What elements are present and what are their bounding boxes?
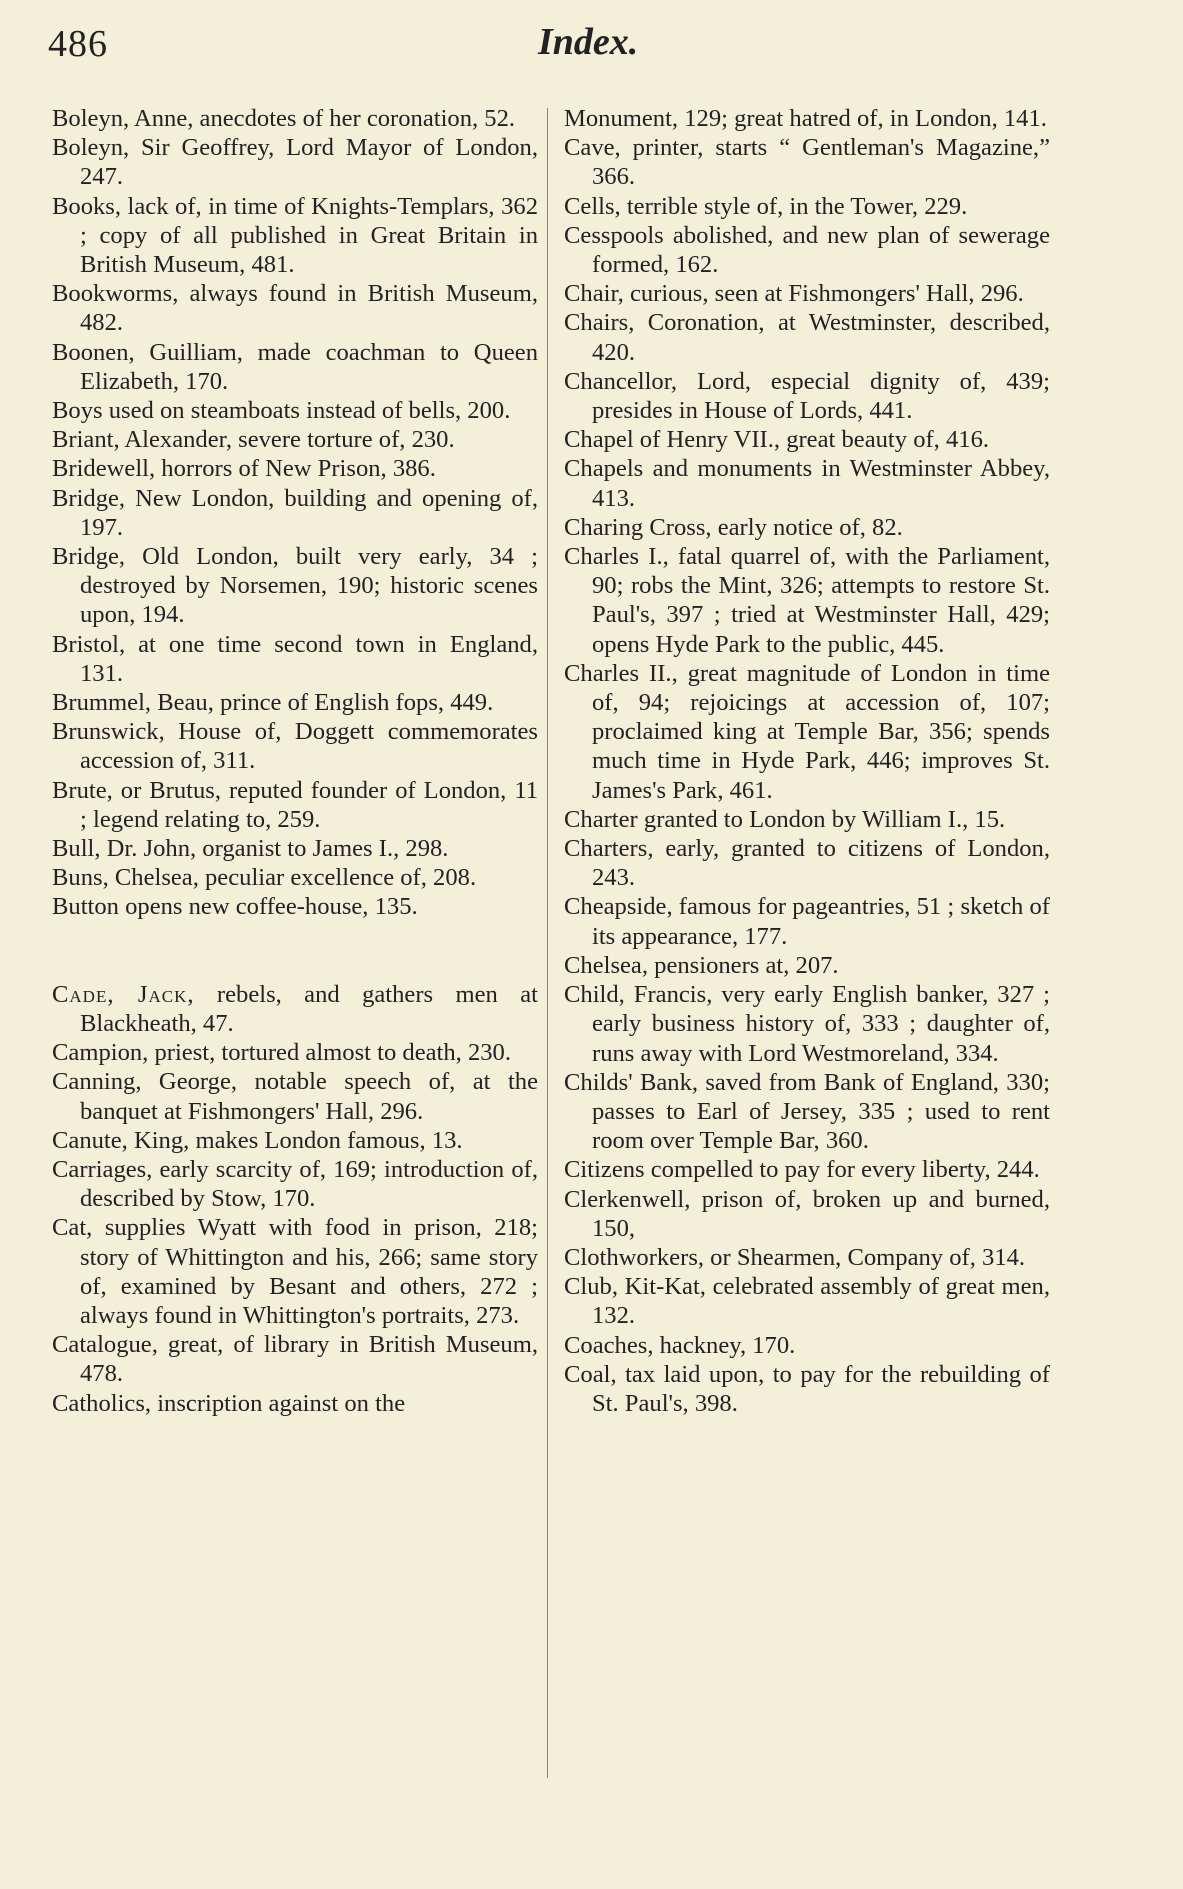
entry-heading-smallcaps: Cade, Jack, <box>52 980 195 1008</box>
index-entry: Brunswick, House of, Doggett commemorates accession of, 311. <box>52 718 538 775</box>
index-entry: Chairs, Coronation, at Westminster, described, 420. <box>564 309 1050 366</box>
index-entry: Canute, King, makes London famous, 13. <box>52 1126 463 1154</box>
index-entry: Bridge, Old London, built very early, 34 ; destroyed by Norsemen, 190; historic scenes upon, 194. <box>52 543 538 629</box>
index-entry: Monument, 129; great hatred of, in London, 141. <box>564 105 1047 132</box>
index-entry: Catalogue, great, of library in British Museum, 478. <box>52 1331 538 1388</box>
entries-b-group <box>52 104 538 922</box>
index-entry: Cat, supplies Wyatt with food in prison, 218; story of Whittington and his, 266; same story of, examined by Besant and others, 272 ; always found in Whittington's portraits, 273. <box>52 1214 538 1329</box>
index-entry: Buns, Chelsea, peculiar excellence of, 208. <box>52 864 477 892</box>
index-entry: Bull, Dr. John, organist to James I., 298. <box>52 835 449 863</box>
index-entry: Cave, printer, starts “ Gentleman's Magazine,” 366. <box>564 134 1050 191</box>
index-entry: Charles II., great magnitude of London in time of, 94; rejoicings at accession of, 107; proclaimed king at Temple Bar, 356; spends much time in Hyde Park, 446; improves St. James's Park, 461. <box>564 659 1050 804</box>
entries-right-group <box>564 104 1050 1418</box>
index-entry: Chancellor, Lord, especial dignity of, 439; presides in House of Lords, 441. <box>564 367 1050 425</box>
index-entry: Canning, George, notable speech of, at the banquet at Fishmongers' Hall, 296. <box>52 1068 538 1125</box>
index-entry: Chapels and monuments in Westminster Abbey, 413. <box>564 455 1050 512</box>
index-entry: Bristol, at one time second town in England, 131. <box>52 630 538 687</box>
page-header <box>48 18 1048 68</box>
index-entry: Chapel of Henry VII., great beauty of, 416. <box>564 426 990 454</box>
index-column-left <box>52 104 538 1418</box>
index-entry: Catholics, inscription against on the <box>52 1389 406 1417</box>
index-entry: Chair, curious, seen at Fishmongers' Hall, 296. <box>564 280 1024 308</box>
page-number: 486 <box>48 23 108 65</box>
index-entry: Bridewell, horrors of New Prison, 386. <box>52 455 436 483</box>
entries-c-group <box>52 1038 538 1418</box>
index-entry: Carriages, early scarcity of, 169; introduction of, described by Stow, 170. <box>52 1155 538 1213</box>
index-entry: Briant, Alexander, severe torture of, 230. <box>52 426 455 454</box>
index-entry: Button opens new coffee-house, 135. <box>52 893 418 921</box>
index-entry: Citizens compelled to pay for every liberty, 244. <box>564 1156 1040 1184</box>
index-entry: Clothworkers, or Shearmen, Company of, 314. <box>564 1243 1026 1271</box>
index-entry: Chelsea, pensioners at, 207. <box>564 951 839 979</box>
index-entry: Cesspools abolished, and new plan of sewerage formed, 162. <box>564 221 1050 279</box>
index-entry: Campion, priest, tortured almost to death, 230. <box>52 1039 512 1067</box>
index-entry: Coaches, hackney, 170. <box>564 1331 796 1359</box>
index-entry: Boonen, Guilliam, made coachman to Queen Elizabeth, 170. <box>52 338 538 395</box>
index-entry-cade <box>52 980 538 1038</box>
index-entry: Clerkenwell, prison of, broken up and burned, 150, <box>564 1185 1050 1242</box>
index-entry: Charing Cross, early notice of, 82. <box>564 513 903 541</box>
index-entry: Bookworms, always found in British Museum, 482. <box>52 280 538 337</box>
column-divider <box>547 108 548 1778</box>
index-entry: Bridge, New London, building and opening of, 197. <box>52 484 538 541</box>
entry-text: rebels, and gathers men at Blackheath, 47. <box>80 980 538 1037</box>
index-entry: Brummel, Beau, prince of English fops, 449. <box>52 689 494 717</box>
index-entry: Charter granted to London by William I., 15. <box>564 805 1006 833</box>
section-gap <box>52 922 538 980</box>
index-entry: Cheapside, famous for pageantries, 51 ; sketch of its appearance, 177. <box>564 893 1050 950</box>
index-entry: Books, lack of, in time of Knights-Templars, 362 ; copy of all published in Great Britain in British Museum, 481. <box>52 192 538 279</box>
index-entry: Brute, or Brutus, reputed founder of London, 11 ; legend relating to, 259. <box>52 776 538 833</box>
index-entry: Boleyn, Sir Geoffrey, Lord Mayor of London, 247. <box>52 134 538 191</box>
index-entry: Cells, terrible style of, in the Tower, 229. <box>564 192 968 220</box>
index-entry: Charters, early, granted to citizens of London, 243. <box>564 835 1050 892</box>
index-entry: Childs' Bank, saved from Bank of England, 330; passes to Earl of Jersey, 335 ; used to rent room over Temple Bar, 360. <box>564 1068 1050 1155</box>
index-entry: Coal, tax laid upon, to pay for the rebuilding of St. Paul's, 398. <box>564 1360 1050 1417</box>
index-entry: Club, Kit-Kat, celebrated assembly of great men, 132. <box>564 1273 1050 1330</box>
index-column-right <box>564 104 1050 1418</box>
index-entry: Child, Francis, very early English banker, 327 ; early business history of, 333 ; daughter of, runs away with Lord Westmoreland, 334. <box>564 981 1050 1067</box>
running-title: Index. <box>538 21 639 63</box>
index-entry: Charles I., fatal quarrel of, with the Parliament, 90; robs the Mint, 326; attempts to restore St. Paul's, 397 ; tried at Westminster Hall, 429; opens Hyde Park to the public, 445. <box>564 543 1050 658</box>
index-entry: Boys used on steamboats instead of bells, 200. <box>52 397 511 425</box>
index-entry: Boleyn, Anne, anecdotes of her coronation, 52. <box>52 105 516 132</box>
